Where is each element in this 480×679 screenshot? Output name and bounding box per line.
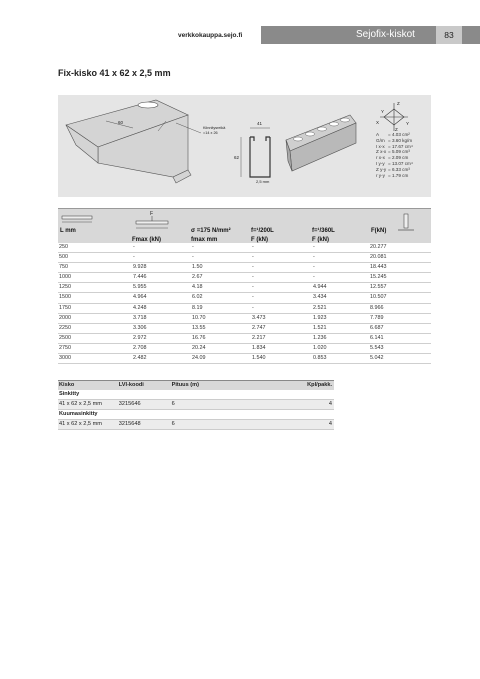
cell-f360: 4.944 — [313, 284, 327, 291]
header-l: L mm — [60, 228, 76, 234]
table-row — [58, 263, 431, 273]
beam-span-icon — [60, 214, 96, 224]
cell-f: 6.687 — [370, 324, 384, 331]
header-fmax: Fmax (kN) — [132, 237, 162, 243]
cell-f200: - — [252, 284, 254, 291]
product-row — [58, 420, 334, 430]
cell-f360: - — [313, 254, 315, 261]
cell-f360: - — [313, 264, 315, 271]
cell-fmaxmm: - — [192, 244, 194, 250]
table-row — [58, 314, 431, 324]
height-dim: 62 — [234, 155, 240, 160]
header-f360u: F (kN) — [312, 237, 329, 243]
table-row — [58, 324, 431, 334]
cell-f200: - — [252, 274, 254, 281]
cell-f200: 1.540 — [252, 355, 266, 362]
slot-shape — [138, 102, 158, 108]
property-key: r x-x — [376, 155, 385, 161]
cell-length: 1500 — [59, 294, 71, 301]
cell-fmax: 4.248 — [133, 304, 147, 311]
table-row — [58, 243, 431, 253]
cell-pituus: 6 — [171, 401, 175, 407]
cell-fmax: 2.482 — [133, 355, 147, 362]
table-row — [58, 283, 431, 293]
cell-f360: 1.923 — [313, 314, 327, 321]
property-value: = 4.03 cm² — [388, 132, 410, 137]
property-value: = 6.33 cm³ — [388, 166, 410, 172]
cell-f200: - — [252, 294, 254, 301]
width-dim: 41 — [257, 121, 263, 126]
cell-length: 1000 — [59, 274, 71, 281]
cell-fmaxmm: 4.18 — [192, 284, 203, 291]
cell-length: 2500 — [59, 334, 71, 341]
cell-length: 500 — [59, 254, 68, 261]
axis-y-label: Y — [381, 109, 385, 114]
page-number: 83 — [436, 26, 462, 44]
table-row — [58, 344, 431, 354]
cell-fmaxmm: 24.09 — [192, 355, 206, 362]
axis-z2-label: Z — [395, 127, 398, 132]
dim-length: 60 — [118, 120, 124, 125]
cell-f360: - — [313, 244, 315, 250]
col-kisko: Kisko — [59, 382, 75, 388]
cell-fmaxmm: - — [192, 254, 194, 261]
group-title: Kuumasinkitty — [58, 410, 334, 420]
site-url[interactable]: verkkokauppa.sejo.fi — [178, 32, 243, 39]
property-key: r y-y — [376, 172, 385, 178]
cell-f200: 2.747 — [252, 324, 266, 331]
load-table — [58, 208, 431, 364]
header-f: F(kN) — [371, 228, 387, 234]
table-row — [58, 304, 431, 314]
property-key: I y-y — [376, 160, 385, 166]
product-row — [58, 400, 334, 410]
cell-fmaxmm: 6.02 — [192, 294, 203, 301]
cell-lvi: 3215648 — [118, 421, 141, 427]
product-table — [58, 380, 334, 430]
header-fmaxmm: fmax mm — [191, 237, 218, 243]
product-table-header — [58, 380, 334, 390]
cell-f: 6.141 — [370, 334, 384, 341]
slot-size: =14 x 26 — [203, 131, 218, 135]
cell-f360: 1.236 — [313, 334, 327, 341]
property-value: = 2.09 cm — [388, 155, 409, 161]
col-pituus: Pituus (m) — [171, 382, 199, 388]
axis-y2-label: Y — [406, 121, 410, 126]
cell-length: 3000 — [59, 355, 71, 362]
cell-f: 12.557 — [370, 284, 387, 291]
cell-f: 5.042 — [370, 355, 384, 362]
cell-f360: 1.020 — [313, 344, 327, 351]
table-row — [58, 273, 431, 283]
header-sigma: σ =175 N/mm² — [191, 228, 231, 234]
product-title: Fix-kisko 41 x 62 x 2,5 mm — [58, 68, 171, 78]
axis-z-label: Z — [397, 101, 400, 106]
load-table-header — [58, 208, 431, 243]
cell-f360: 1.521 — [313, 324, 327, 331]
property-key: G/m — [376, 137, 385, 143]
axis-diagram — [380, 103, 408, 131]
property-key: Z y-y — [376, 166, 387, 172]
column-load-icon — [396, 212, 416, 236]
cell-fmaxmm: 2.67 — [192, 274, 203, 281]
table-row — [58, 334, 431, 344]
cell-length: 2750 — [59, 344, 71, 351]
cell-f: 8.966 — [370, 304, 384, 311]
property-value: = 17.67 cm⁴ — [388, 143, 413, 149]
cell-fmax: 2.708 — [133, 344, 147, 351]
rail-perspective-drawing — [66, 100, 191, 183]
cell-f: 18.443 — [370, 264, 387, 271]
cell-f200: 1.834 — [252, 344, 266, 351]
cell-f: 7.789 — [370, 314, 384, 321]
cell-f360: 3.434 — [313, 294, 327, 301]
cell-f: 5.543 — [370, 344, 384, 351]
beam-load-icon — [132, 209, 172, 233]
section-title: Sejofix-kiskot — [356, 29, 415, 40]
cell-length: 1250 — [59, 284, 71, 291]
header-f200: f=¹/200L — [251, 228, 274, 234]
cross-section-profile — [250, 137, 270, 177]
cell-f200: 3.473 — [252, 314, 266, 321]
cell-f200: - — [252, 254, 254, 261]
cell-fmax: 3.306 — [133, 324, 147, 331]
perforated-rail-drawing — [286, 115, 356, 171]
cell-fmax: 4.964 — [133, 294, 147, 301]
cell-lvi: 3215646 — [118, 401, 141, 407]
table-row — [58, 354, 431, 364]
property-key: I x-x — [376, 143, 385, 149]
property-key: Z x-x — [376, 149, 387, 155]
cell-kpl: 4 — [328, 401, 333, 407]
cell-fmaxmm: 20.24 — [192, 344, 206, 351]
cell-fmaxmm: 16.76 — [192, 334, 206, 341]
axis-x-label: X — [376, 120, 380, 125]
table-row — [58, 293, 431, 303]
slot-label: Kiinnitysreikä — [203, 126, 226, 130]
cell-fmaxmm: 1.50 — [192, 264, 203, 271]
cell-f200: 2.217 — [252, 334, 266, 341]
col-lvi: LVI-koodi — [118, 382, 144, 388]
cell-f200: - — [252, 304, 254, 311]
property-key: A — [376, 132, 380, 137]
cell-f200: - — [252, 244, 254, 250]
cell-length: 2250 — [59, 324, 71, 331]
cell-fmaxmm: 10.70 — [192, 314, 206, 321]
table-row — [58, 253, 431, 263]
cell-fmaxmm: 8.19 — [192, 304, 203, 311]
property-row — [376, 173, 413, 179]
group-title: Sinkitty — [58, 390, 334, 400]
property-value: = 3.60 kg/m — [388, 137, 413, 143]
section-properties — [376, 132, 413, 178]
beam-f-label: F — [150, 211, 154, 217]
cell-f: 20.081 — [370, 254, 387, 261]
cell-fmax: 5.955 — [133, 284, 147, 291]
cell-fmax: 2.972 — [133, 334, 147, 341]
cell-fmax: 3.718 — [133, 314, 147, 321]
cell-fmax: 9.928 — [133, 264, 147, 271]
cell-f360: - — [313, 274, 315, 281]
cell-kisko: 41 x 62 x 2,5 mm — [59, 421, 102, 427]
col-kpl: Kpl/pakk. — [307, 382, 333, 388]
cell-fmax: - — [133, 254, 135, 261]
cell-kisko: 41 x 62 x 2,5 mm — [59, 401, 102, 407]
cell-length: 2000 — [59, 314, 71, 321]
cell-length: 1750 — [59, 304, 71, 311]
property-value: = 13.07 cm⁴ — [388, 160, 413, 166]
cell-fmax: - — [133, 244, 135, 250]
cell-f200: - — [252, 264, 254, 271]
header-f360: f=¹/360L — [312, 228, 335, 234]
cell-f360: 2.521 — [313, 304, 327, 311]
cell-fmaxmm: 13.55 — [192, 324, 206, 331]
cell-length: 750 — [59, 264, 68, 271]
header-f200u: F (kN) — [251, 237, 268, 243]
property-value: = 5.09 cm³ — [388, 149, 410, 155]
load-table-body — [58, 243, 431, 364]
thickness-dim: 2,5 mm — [256, 179, 270, 184]
cell-f: 20.277 — [370, 244, 387, 250]
cell-kpl: 4 — [328, 421, 333, 427]
cell-f: 10.507 — [370, 294, 387, 301]
cell-f360: 0.853 — [313, 355, 327, 362]
cell-pituus: 6 — [171, 421, 175, 427]
cell-f: 15.245 — [370, 274, 387, 281]
property-value: = 1.79 cm — [388, 172, 409, 178]
cell-fmax: 7.446 — [133, 274, 147, 281]
cell-length: 250 — [59, 244, 68, 250]
